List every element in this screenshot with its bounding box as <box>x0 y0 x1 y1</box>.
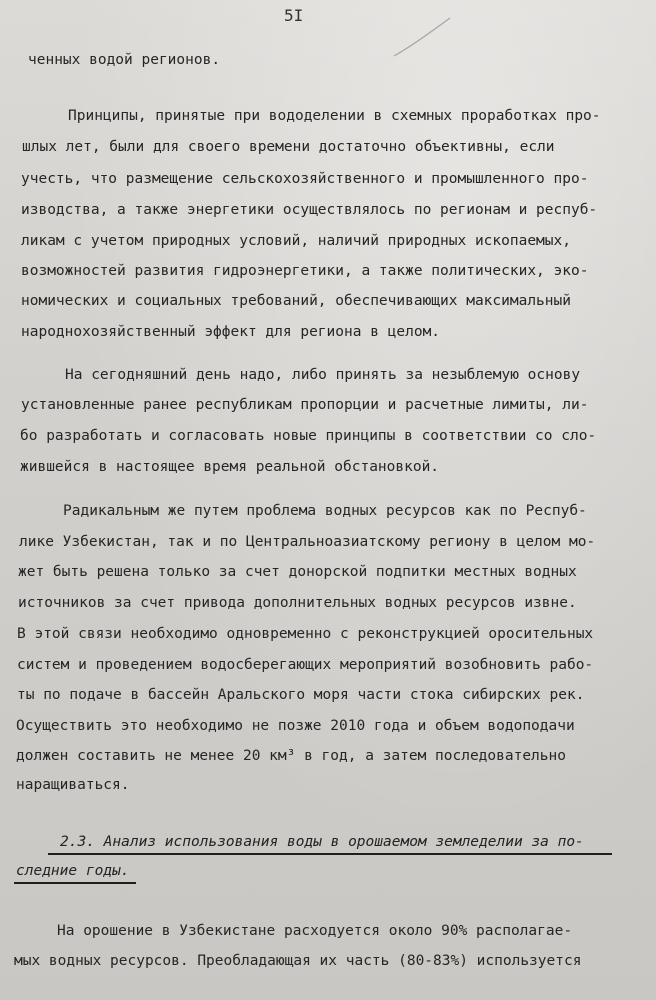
text-line: жившейся в настоящее время реальной обстановкой. <box>20 459 440 475</box>
text-line: ченных водой регионов. <box>28 52 221 68</box>
text-line: возможностей развития гидроэнергетики, а также политических, эко- <box>21 263 589 279</box>
text-line: учесть, что размещение сельскохозяйственного и промышленного про- <box>21 171 589 187</box>
text-line: установленные ранее республикам пропорции и расчетные лимиты, ли- <box>21 397 589 413</box>
text-line: На сегодняшний день надо, либо принять за незыблемую основу <box>65 367 581 383</box>
page-number: 5I <box>284 6 304 25</box>
text-line: лике Узбекистан, так и по Центральноазиатскому региону в целом мо- <box>19 534 596 550</box>
text-line: Осуществить это необходимо не позже 2010 года и объем водоподачи <box>16 718 575 734</box>
section-heading: 2.3. Анализ использования воды в орошаемом земледелии за по- <box>60 834 584 850</box>
text-line: народнохозяйственный эффект для региона в целом. <box>21 324 441 340</box>
text-line: наращиваться. <box>16 777 130 793</box>
text-line: изводства, а также энергетики осуществлялось по регионам и респуб- <box>21 202 598 218</box>
text-line: мых водных ресурсов. Преобладающая их часть (80-83%) используется <box>14 953 582 969</box>
text-line: Радикальным же путем проблема водных ресурсов как по Респуб- <box>63 503 587 519</box>
text-line: шлых лет, были для своего времени достаточно объективны, если <box>22 139 555 155</box>
text-line: жет быть решена только за счет донорской подпитки местных водных <box>18 564 577 580</box>
text-line: систем и проведением водосберегающих мероприятий возобновить рабо- <box>17 657 594 673</box>
text-line: должен составить не менее 20 км³ в год, а затем последовательно <box>16 748 566 764</box>
heading-underline <box>48 853 612 855</box>
text-line: номических и социальных требований, обеспечивающих максимальный <box>21 293 571 309</box>
text-line: В этой связи необходимо одновременно с реконструкцией оросительных <box>17 626 594 642</box>
heading-underline <box>14 882 136 884</box>
text-line: бо разработать и согласовать новые принципы в соответствии со сло- <box>20 428 597 444</box>
text-line: На орошение в Узбекистане расходуется около 90% располагае- <box>57 923 573 939</box>
section-heading: следние годы. <box>16 863 130 879</box>
text-line: источников за счет привода дополнительных водных ресурсов извне. <box>18 595 577 611</box>
text-line: ликам с учетом природных условий, наличий природных ископаемых, <box>21 233 571 249</box>
text-line: ты по подаче в бассейн Аральского моря части стока сибирских рек. <box>17 687 585 703</box>
text-line: Принципы, принятые при вододелении в схемных проработках про- <box>68 108 601 124</box>
pencil-check-mark <box>392 16 452 60</box>
